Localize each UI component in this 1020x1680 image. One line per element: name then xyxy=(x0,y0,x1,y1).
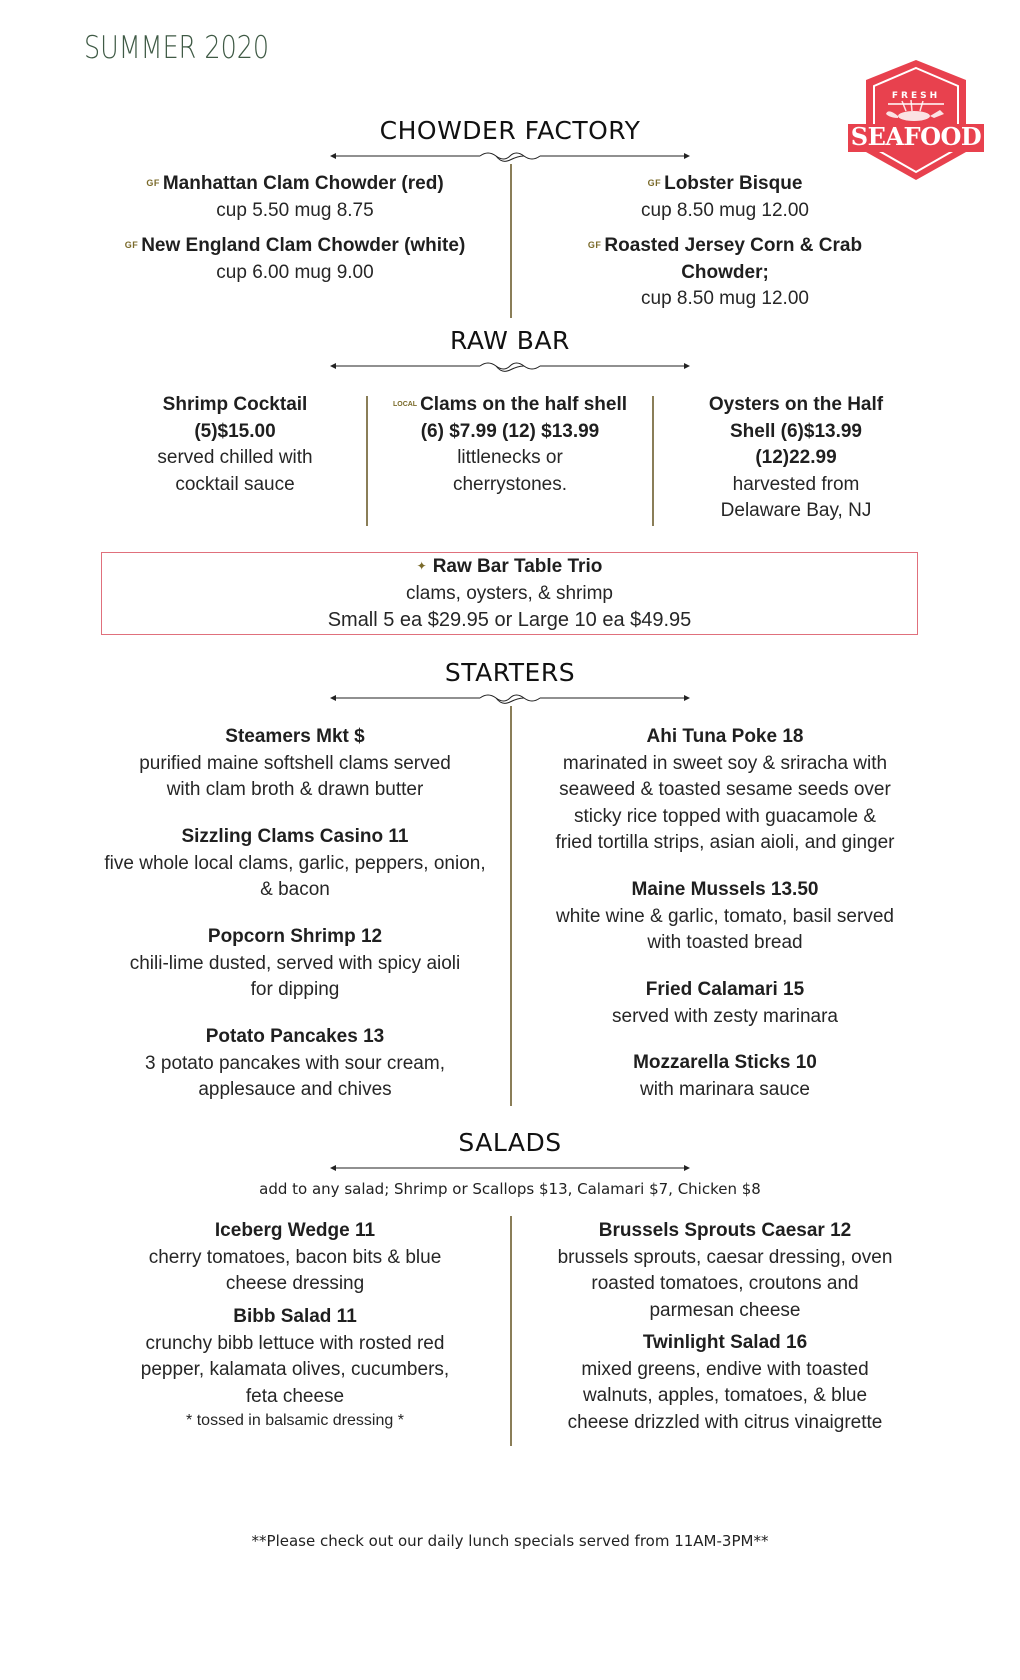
item-name: Mozzarella Sticks 10 xyxy=(633,1052,817,1073)
item-price: (12)22.99 xyxy=(755,447,837,468)
section-title-salads: SALADS xyxy=(458,1128,562,1157)
item-price: cup 8.50 mug 12.00 xyxy=(641,288,809,309)
item-name-cont: Chowder; xyxy=(681,261,769,283)
gluten-free-tag: GF xyxy=(647,178,662,188)
chowder-item-lobster-bisque xyxy=(510,170,940,224)
section-title-raw-bar: RAW BAR xyxy=(450,326,570,355)
section-title-starters: STARTERS xyxy=(444,658,576,687)
item-desc: roasted tomatoes, croutons and xyxy=(591,1273,859,1294)
gluten-free-tag: GF xyxy=(146,178,160,188)
item-name: Steamers Mkt $ xyxy=(225,726,365,747)
item-name: Maine Mussels 13.50 xyxy=(631,879,819,900)
item-desc: purified maine softshell clams served xyxy=(139,752,451,774)
item-desc: cocktail sauce xyxy=(175,473,295,495)
item-desc: crunchy bibb lettuce with rosted red xyxy=(145,1332,445,1354)
salad-twinlight xyxy=(510,1330,940,1436)
raw-bar-section-header xyxy=(0,326,1020,376)
starter-mozzarella-sticks xyxy=(510,1050,940,1103)
chowder-item-manhattan xyxy=(80,170,510,224)
item-desc: clams, oysters, & shrimp xyxy=(406,582,613,604)
starter-potato-pancakes xyxy=(80,1024,510,1104)
starter-fried-calamari xyxy=(510,977,940,1030)
item-name: Lobster Bisque xyxy=(664,173,803,194)
starter-ahi-tuna-poke xyxy=(510,724,940,857)
item-name: Bibb Salad 11 xyxy=(233,1306,357,1327)
item-desc: brussels sprouts, caesar dressing, oven xyxy=(557,1246,893,1268)
item-desc: marinated in sweet soy & sriracha with xyxy=(562,752,888,774)
item-desc: served with zesty marinara xyxy=(612,1005,838,1027)
item-name: Clams on the half shell xyxy=(420,394,628,415)
salads-section-header xyxy=(0,1128,1020,1174)
item-note: * tossed in balsamic dressing * xyxy=(186,1412,404,1429)
local-tag: LOCAL xyxy=(392,401,418,408)
raw-bar-shrimp-cocktail xyxy=(110,392,360,498)
item-name: Oysters on the Half xyxy=(708,394,884,415)
item-desc: littlenecks or xyxy=(457,447,563,468)
item-desc: pepper, kalamata olives, cucumbers, xyxy=(140,1359,450,1380)
item-desc: feta cheese xyxy=(245,1385,345,1407)
item-name-cont: Shell (6)$13.99 xyxy=(729,420,863,442)
chowder-item-new-england xyxy=(80,232,510,286)
logo-main-text: SEAFOOD xyxy=(850,122,982,151)
gluten-free-tag: GF xyxy=(124,240,139,250)
item-price: cup 8.50 mug 12.00 xyxy=(641,199,809,221)
item-desc: five whole local clams, garlic, peppers, onion, xyxy=(104,852,486,874)
arrow-divider xyxy=(330,1162,690,1174)
item-desc: for dipping xyxy=(250,979,340,1000)
item-price: cup 5.50 mug 8.75 xyxy=(216,199,374,221)
item-desc: fried tortilla strips, asian aioli, and ginger xyxy=(555,832,895,853)
item-desc: with clam broth & drawn butter xyxy=(166,779,424,800)
season-title: SUMMER 2020 xyxy=(84,30,270,66)
item-desc: parmesan cheese xyxy=(649,1299,801,1321)
starters-section-header xyxy=(0,658,1020,708)
item-desc: 3 potato pancakes with sour cream, xyxy=(145,1052,445,1074)
item-desc: chili-lime dusted, served with spicy aioli xyxy=(129,952,461,974)
lunch-specials-note: **Please check out our daily lunch specials served from 11AM-3PM** xyxy=(251,1532,769,1550)
item-price: (6) $7.99 (12) $13.99 xyxy=(420,420,600,442)
starter-maine-mussels xyxy=(510,877,940,957)
chowder-item-corn-crab xyxy=(510,232,940,313)
item-name: Manhattan Clam Chowder (red) xyxy=(162,173,444,194)
item-price: Small 5 ea $29.95 or Large 10 ea $49.95 xyxy=(327,609,692,631)
item-name: Popcorn Shrimp 12 xyxy=(207,926,383,947)
item-desc: cheese drizzled with citrus vinaigrette xyxy=(567,1411,883,1433)
item-desc: walnuts, apples, tomatoes, & blue xyxy=(582,1385,868,1406)
gluten-free-tag: GF xyxy=(587,240,602,250)
item-name: Brussels Sprouts Caesar 12 xyxy=(598,1220,852,1241)
item-price: (5)$15.00 xyxy=(194,420,276,442)
salad-brussels-caesar xyxy=(510,1218,940,1324)
item-name: Sizzling Clams Casino 11 xyxy=(181,826,409,847)
item-name: Twinlight Salad 16 xyxy=(642,1332,808,1353)
item-desc: sticky rice topped with guacamole & xyxy=(573,805,877,827)
chowder-section-header xyxy=(0,116,1020,166)
item-desc: with marinara sauce xyxy=(639,1078,811,1100)
section-title-chowder: CHOWDER FACTORY xyxy=(379,116,641,145)
item-name: Iceberg Wedge 11 xyxy=(214,1220,376,1241)
item-desc: seaweed & toasted sesame seeds over xyxy=(559,779,891,800)
item-desc: served chilled with xyxy=(157,447,313,468)
item-name: Raw Bar Table Trio xyxy=(432,556,603,577)
salad-addon-note: add to any salad; Shrimp or Scallops $13, Calamari $7, Chicken $8 xyxy=(259,1180,761,1198)
starter-steamers xyxy=(80,724,510,804)
item-name: Ahi Tuna Poke 18 xyxy=(646,726,804,747)
raw-bar-table-trio xyxy=(101,552,918,634)
item-desc: & bacon xyxy=(260,879,330,900)
item-name: Fried Calamari 15 xyxy=(645,979,805,1000)
item-desc: applesauce and chives xyxy=(198,1079,392,1100)
item-name: Shrimp Cocktail xyxy=(162,394,308,415)
item-desc: cherrystones. xyxy=(452,473,568,495)
item-desc: white wine & garlic, tomato, basil served xyxy=(556,905,894,927)
salad-bibb xyxy=(80,1304,510,1432)
salad-iceberg-wedge xyxy=(80,1218,510,1298)
item-desc: cheese dressing xyxy=(225,1273,365,1294)
raw-bar-clams-half-shell xyxy=(368,392,652,498)
starter-popcorn-shrimp xyxy=(80,924,510,1004)
raw-bar-oysters-half-shell xyxy=(654,392,938,525)
item-desc: mixed greens, endive with toasted xyxy=(581,1358,869,1380)
item-name: Roasted Jersey Corn & Crab xyxy=(604,235,863,256)
item-desc: cherry tomatoes, bacon bits & blue xyxy=(148,1246,442,1268)
item-name: New England Clam Chowder (white) xyxy=(141,235,466,256)
item-price: cup 6.00 mug 9.00 xyxy=(216,261,374,283)
item-desc: with toasted bread xyxy=(647,932,803,953)
item-desc: harvested from xyxy=(732,473,860,495)
item-name: Potato Pancakes 13 xyxy=(205,1026,385,1047)
ornament-divider xyxy=(330,360,690,376)
logo-top-text: FRESH xyxy=(891,91,941,101)
sparkle-icon: ✦ xyxy=(416,559,427,573)
item-desc: Delaware Bay, NJ xyxy=(720,500,872,521)
starter-clams-casino xyxy=(80,824,510,904)
